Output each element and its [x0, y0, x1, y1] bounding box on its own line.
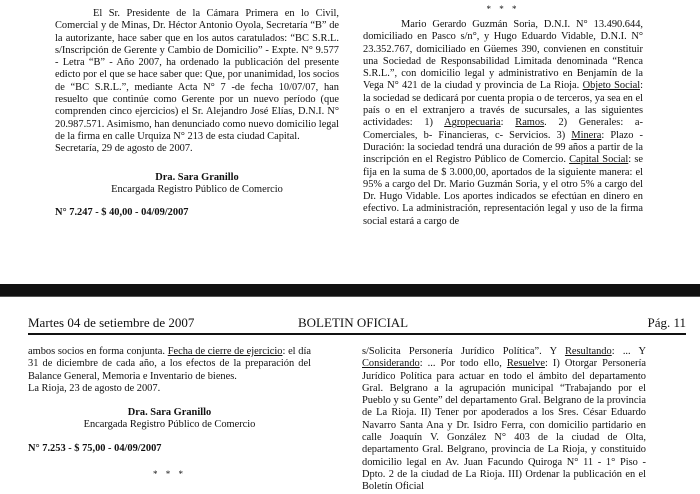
page-break-edge	[0, 296, 700, 297]
underlined-heading: Resuelve	[506, 358, 545, 370]
resolution-paragraph	[362, 346, 646, 494]
edict-date: Secretaría, 29 de agosto de 2007.	[55, 143, 193, 155]
signer-name: Dra. Sara Granillo	[155, 171, 239, 183]
publication-reference: N° 7.253 - $ 75,00 - 04/09/2007	[28, 442, 162, 454]
text-run: : I) Otorgar Personería Jurídico Política para actuar en todo el ámbito del departamento Gral. Belgrano a la agrupación municipal “Trabajando por el Pueblo y su Gente” del departamento Gral. Belgrano de la provincia de La Rioja. II) Tener por apoderados a los Sres. César Eduardo Navarro Santa Ana y Dr. Isidro Ferra, con domicilio partidario en calle Joaquín V. González N° 403 de la ciudad de Olta, departamento Gral. Belgrano, provincia de La Rioja, y constituido domicilio legal en Av. Juan Facundo Quiroga N° 11 - 1° Piso - Dpto. 2 de la ciudad de La Rioja. III) Ordenar la publicación en el Boletín Oficial	[362, 358, 646, 493]
underlined-heading: Capital Social	[569, 154, 629, 166]
bottom-right-column	[362, 346, 646, 494]
edict-paragraph: El Sr. Presidente de la Cámara Primera en lo Civil, Comercial y de Minas, Dr. Héctor Antonio Oyola, Secretaría “B” de la autorizante, hace saber que en los autos caratulados: “BC S.R.L. s/Inscripción de Gerente y Cambio de Domicilio” - Expte. N° 9.577 - Letra “B” - Año 2007, ha ordenado la publicación del presente edicto por el que se hace saber que: Que, por unanimidad, los socios de “BC S.R.L.”, mediante Acta N° 7 -de fecha 10/07/07, han resuelto que continúe como Gerente por un nuevo período (que comprenden cinco ejercicios) el Sr. Alejandro José Elías, D.N.I. N° 20.987.571. Asimismo, han denunciado como nuevo domicilio legal de la firma en calle Urquiza N° 213 de esta ciudad Capital.	[55, 8, 339, 142]
publication-reference: N° 7.247 - $ 40,00 - 04/09/2007	[55, 207, 189, 219]
page-break-band	[0, 284, 700, 296]
underlined-heading: Objeto Social	[582, 80, 641, 92]
underlined-heading: Fecha de cierre de ejercicio	[167, 346, 283, 357]
text-run: s/Solicita Personería Jurídico Política”. Y	[362, 346, 565, 357]
text-run: : ... Y	[611, 346, 646, 357]
text-run: :	[500, 117, 516, 129]
signer-role: Encargada Registro Público de Comercio	[111, 183, 283, 195]
top-left-column	[55, 8, 339, 219]
underlined-heading: Ramos	[515, 117, 545, 129]
text-run: Mario Gerardo Guzmán Soria, D.N.I. N° 13.490.644, domiciliado en Pasco s/n°, y Hugo Eduardo Vidable, D.N.I. N° 23.352.767, domiciliado en Güemes 390, convienen en constituir una Sociedad de Responsabilidad Limitada denominada “Renca S.R.L.”, con domicilio legal y administrativo en Benjamín de la Vega N° 421 de la ciudad y provincia de La Rioja.	[363, 19, 643, 92]
header-title: BOLETIN OFICIAL	[298, 315, 409, 330]
signer-role: Encargada Registro Público de Comercio	[83, 419, 256, 431]
underlined-heading: Agropecuaria	[444, 117, 501, 129]
text-run: . 2) Generales: a- Comerciales, b- Financieras, c- Servicios. 3)	[363, 117, 643, 141]
header-page-number: Pág. 11	[647, 315, 686, 330]
continued-paragraph	[28, 346, 311, 383]
company-constitution-paragraph	[363, 19, 643, 228]
text-run: ambos socios en forma conjunta.	[28, 346, 168, 357]
text-run: : se fija en la suma de $ 3.000,00, aportados de la siguiente manera: el 95% a cargo del Dr. Mario Guzmán Soria, y el otro 5% a cargo del Dr. Hugo Vidable. Los aportes indicados se efectúan en dinero en efectivo. La administración, representación legal y uso de la firma social estará a cargo de	[363, 154, 644, 227]
separator-stars: * * *	[486, 4, 520, 14]
separator-stars: * * *	[153, 469, 186, 480]
header-rule	[28, 333, 686, 335]
header-date: Martes 04 de setiembre de 2007	[28, 315, 195, 330]
text-run: : la sociedad se dedicará por cuenta propia o de terceros, ya sea en el país o en el extranjero a través de sucursales, a las siguientes actividades: 1)	[363, 80, 643, 129]
signer-name: Dra. Sara Granillo	[127, 407, 212, 419]
underlined-heading: Resultando	[564, 346, 612, 357]
underlined-heading: Minera	[571, 129, 602, 141]
top-right-column	[363, 4, 643, 228]
text-run: : ... Por todo ello,	[419, 358, 507, 370]
underlined-heading: Considerando	[362, 358, 420, 370]
text-run: : el día 31 de diciembre de cada año, a los efectos de la preparación del Balance General, Memoria e Inventario de bienes.	[28, 346, 311, 382]
text-run: : Plazo - Duración: la sociedad tendrá una duración de 99 años a partir de la inscripción en el Registro Público de Comercio.	[363, 129, 643, 166]
bottom-left-column	[28, 346, 311, 479]
edict-date: La Rioja, 23 de agosto de 2007.	[28, 382, 161, 394]
page-header	[28, 315, 686, 331]
